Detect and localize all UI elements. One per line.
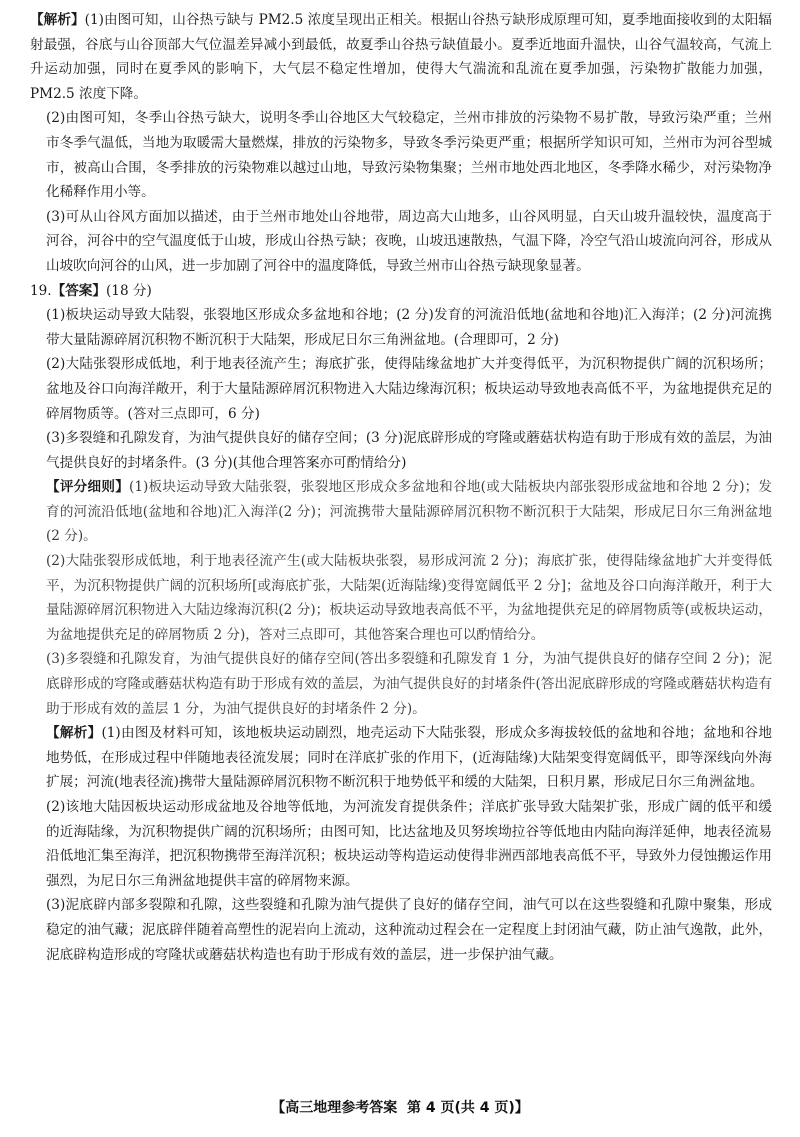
rubric-paragraph: [30, 549, 772, 647]
answer-paragraph: [30, 303, 772, 352]
analysis-paragraph: [30, 8, 772, 106]
analysis-paragraph: [30, 106, 772, 204]
analysis-tag: 【解析】: [30, 12, 85, 28]
question-19-heading: [30, 279, 772, 304]
question-score: (18 分): [106, 282, 152, 299]
rubric-tag: 【评分细则】: [46, 479, 130, 496]
answer-text-1: (1)板块运动导致大陆裂，张裂地区形成众多盆地和谷地；(2 分)发育的河流沿低地(盆地和谷地)汇入海洋；(2 分)河流携带大量陆源碎屑沉积物不断沉积于大陆架，形成尼日尔三角洲盆地。(合理即可，2 分): [46, 307, 772, 348]
rubric-text-2: (2)大陆张裂形成低地，利于地表径流产生(或大陆板块张裂，易形成河流 2 分)；海底扩张，使得陆缘盆地扩大并变得低平，为沉积物提供广阔的沉积场所[或海底扩张，大陆架(近海陆缘)变得宽阔低平 2 分]；盆地及谷口向海洋敞开，利于大量陆源碎屑沉积物进入大陆边缘海沉积(2 分)；板块运动导致地表高低不平，为盆地提供充足的碎屑物质等(或板块运动，为盆地提供充足的碎屑物质 2 分)，答对三点即可，其他答案合理也可以酌情给分。: [46, 553, 772, 643]
analysis2-text-1: (1)由图及材料可知，该地板块运动剧烈，地壳运动下大陆张裂，形成众多海拔较低的盆地和谷地；盆地和谷地地势低，在形成过程中伴随地表径流发展；同时在洋底扩张的作用下，(近海陆缘)大陆架变得宽阔低平，即等深线向外海扩展；河流(地表径流)携带大量陆源碎屑沉积物不断沉积于地势低平和缓的大陆架，日积月累，形成尼日尔三角洲盆地。: [46, 725, 772, 791]
rubric-text-1: (1)板块运动导致大陆张裂，张裂地区形成众多盆地和谷地(或大陆板块内部张裂形成盆地和谷地 2 分)；发育的河流沿低地(盆地和谷地)汇入海洋(2 分)；河流携带大量陆源碎屑沉积物不断沉积于大陆架，形成尼日尔三角洲盆地(2 分)。: [46, 479, 773, 545]
analysis-tag: 【解析】: [46, 725, 102, 742]
analysis-paragraph: [30, 795, 772, 893]
answer-text-3: (3)多裂缝和孔隙发育，为油气提供良好的储存空间；(3 分)泥底辟形成的穹隆或蘑菇状构造有助于形成有效的盖层，为油气提供良好的封堵条件。(3 分)(其他合理答案亦可酌情给分): [46, 430, 772, 471]
rubric-paragraph: [30, 475, 772, 549]
analysis-paragraph: [30, 205, 772, 279]
answer-tag: 【答案】: [51, 282, 106, 299]
analysis-paragraph: [30, 721, 772, 795]
page-footer: [0, 1097, 800, 1117]
answer-text-2: (2)大陆张裂形成低地，利于地表径流产生；海底扩张，使得陆缘盆地扩大并变得低平，为沉积物提供广阔的沉积场所；盆地及谷口向海洋敞开，利于大量陆源碎屑沉积物进入大陆边缘海沉积；板块运动导致地表高低不平，为盆地提供充足的碎屑物质等。(答对三点即可，6 分): [46, 356, 772, 422]
analysis-paragraph: [30, 893, 772, 967]
footer-label: 【高三地理参考答案: [271, 1100, 398, 1116]
footer-page-number: 第 4 页(共 4 页)】: [406, 1100, 529, 1116]
analysis-text-1: (1)由图可知，山谷热亏缺与 PM2.5 浓度呈现出正相关。根据山谷热亏缺形成原理可知，夏季地面接收到的太阳辐射最强，谷底与山谷顶部大气位温差异减小到最低，故夏季山谷热亏缺值最小。夏季近地面升温快，山谷气温较高，气流上升运动加强，同时在夏季风的影响下，大气层不稳定性增加，使得大气湍流和乱流在夏季加强，污染物扩散能力加强，PM2.5 浓度下降。: [30, 12, 772, 102]
answer-paragraph: [30, 352, 772, 426]
analysis2-text-2: (2)该地大陆因板块运动形成盆地及谷地等低地，为河流发育提供条件；洋底扩张导致大陆架扩张，形成广阔的低平和缓的近海陆缘，为沉积物提供广阔的沉积场所；由图可知，比达盆地及贝努埃坳拉谷等低地由内陆向海洋延伸，地表径流易沿低地汇集至海洋，把沉积物携带至海洋沉积；板块运动等构造运动使得非洲西部地表高低不平，导致外力侵蚀搬运作用强烈，为尼日尔三角洲盆地提供丰富的碎屑物来源。: [46, 799, 772, 889]
question-number: 19.: [30, 282, 52, 299]
rubric-paragraph: [30, 647, 772, 721]
analysis-text-3: (3)可从山谷风方面加以描述，由于兰州市地处山谷地带，周边高大山地多，山谷风明显，白天山坡升温较快，温度高于河谷，河谷中的空气温度低于山坡，形成山谷热亏缺；夜晚，山坡迅速散热，气温下降，冷空气沿山坡流向河谷，形成从山坡吹向河谷的山风，进一步加剧了河谷中的温度降低，导致兰州市山谷热亏缺现象显著。: [46, 208, 772, 274]
answer-page: [30, 8, 772, 967]
rubric-text-3: (3)多裂缝和孔隙发育，为油气提供良好的储存空间(答出多裂缝和孔隙发育 1 分，为油气提供良好的储存空间 2 分)；泥底辟形成的穹隆或蘑菇状构造有助于形成有效的盖层，为油气提供良好的封堵条件(答出泥底辟形成的穹隆或蘑菇状构造有助于形成有效的盖层 1 分，为油气提供良好的封堵条件 2 分)。: [46, 651, 772, 717]
analysis-text-2: (2)由图可知，冬季山谷热亏缺大，说明冬季山谷地区大气较稳定，兰州市排放的污染物不易扩散，导致污染严重；兰州市冬季气温低，当地为取暖需大量燃煤，排放的污染物多，导致冬季污染更严重；根据所学知识可知，兰州市为河谷型城市，被高山合围，冬季排放的污染物难以越过山地，导致污染物集聚；兰州市地处西北地区，冬季降水稀少，对污染物净化稀释作用小等。: [46, 110, 772, 201]
answer-paragraph: [30, 426, 772, 475]
analysis2-text-3: (3)泥底辟内部多裂隙和孔隙，这些裂缝和孔隙为油气提供了良好的储存空间，油气可以在这些裂缝和孔隙中聚集，形成稳定的油气藏；泥底辟伴随着高塑性的泥岩向上流动，这种流动过程会在一定程度上封闭油气藏，防止油气逸散，此外，泥底辟构造形成的穹隆状或蘑菇状构造也有助于形成有效的盖层，进一步保护油气藏。: [46, 897, 772, 963]
